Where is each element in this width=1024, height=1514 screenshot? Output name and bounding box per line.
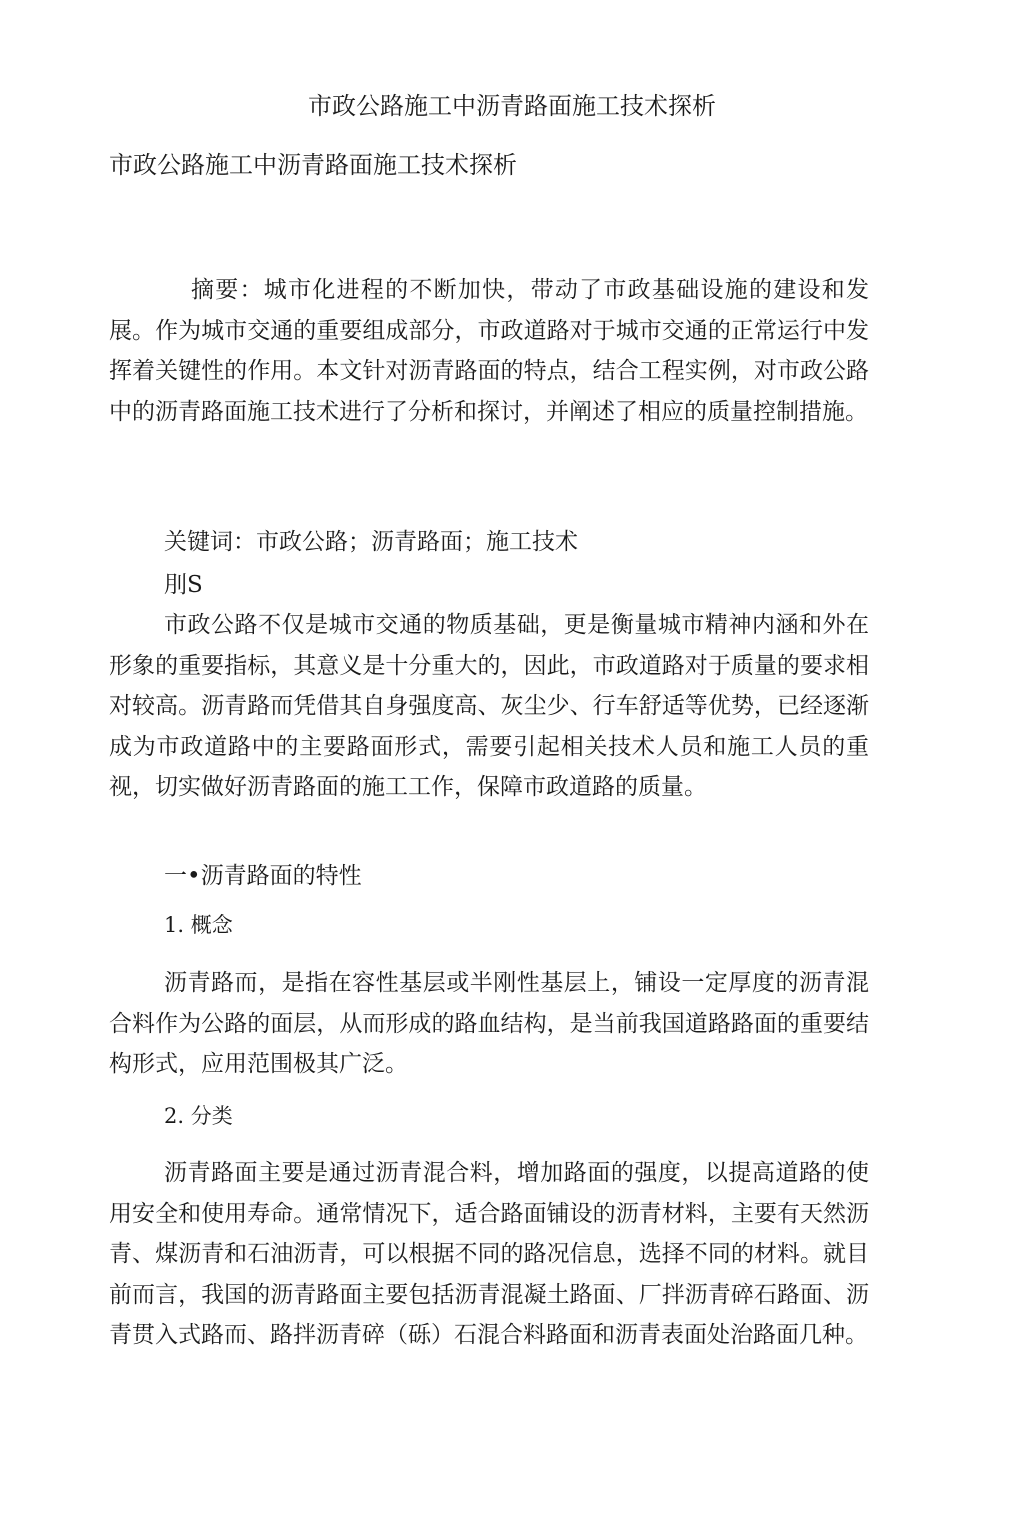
document-subtitle: 市政公路施工中沥青路面施工技术探析 bbox=[109, 151, 517, 179]
subsection-2-heading: 2. 分类 bbox=[164, 1104, 233, 1128]
preface-heading: 刖S bbox=[164, 572, 203, 598]
keywords-line: 关键词：市政公路；沥青路面；施工技术 bbox=[164, 529, 578, 555]
section-1-heading: 一•沥青路面的特性 bbox=[164, 863, 362, 889]
subsection-1-heading: 1. 概念 bbox=[164, 913, 233, 937]
document-title: 市政公路施工中沥青路面施工技术探析 bbox=[308, 92, 716, 120]
preface-paragraph: 市政公路不仅是城市交通的物质基础，更是衡量城市精神内涵和外在形象的重要指标，其意义是十分重大的，因此，市政道路对于质量的要求相对较高。沥青路而凭借其自身强度高、灰尘少、行车舒适等优势，已经逐渐成为市政道路中的主要路面形式，需要引起相关技术人员和施工人员的重视，切实做好沥青路面的施工工作，保障市政道路的质量。 bbox=[109, 612, 869, 800]
abstract-paragraph: 摘要：城市化进程的不断加快，带动了市政基础设施的建设和发展。作为城市交通的重要组成部分，市政道路对于城市交通的正常运行中发挥着关键性的作用。本文针对沥青路面的特点，结合工程实例，对市政公路中的沥青路面施工技术进行了分析和探讨，并阐述了相应的质量控制措施。 bbox=[109, 277, 869, 425]
subsection-1-paragraph: 沥青路而，是指在容性基层或半刚性基层上，铺设一定厚度的沥青混合料作为公路的面层，从而形成的路血结构，是当前我国道路路面的重要结构形式，应用范围极其广泛。 bbox=[109, 970, 869, 1077]
subsection-2-paragraph: 沥青路面主要是通过沥青混合料，增加路面的强度，以提高道路的使用安全和使用寿命。通常情况下，适合路面铺设的沥青材料，主要有天然沥青、煤沥青和石油沥青，可以根据不同的路况信息，选择不同的材料。就目前而言，我国的沥青路面主要包括沥青混凝土路面、厂拌沥青碎石路面、沥青贯入式路而、路拌沥青碎（砾）石混合料路面和沥青表面处治路面几种。 bbox=[109, 1160, 869, 1348]
